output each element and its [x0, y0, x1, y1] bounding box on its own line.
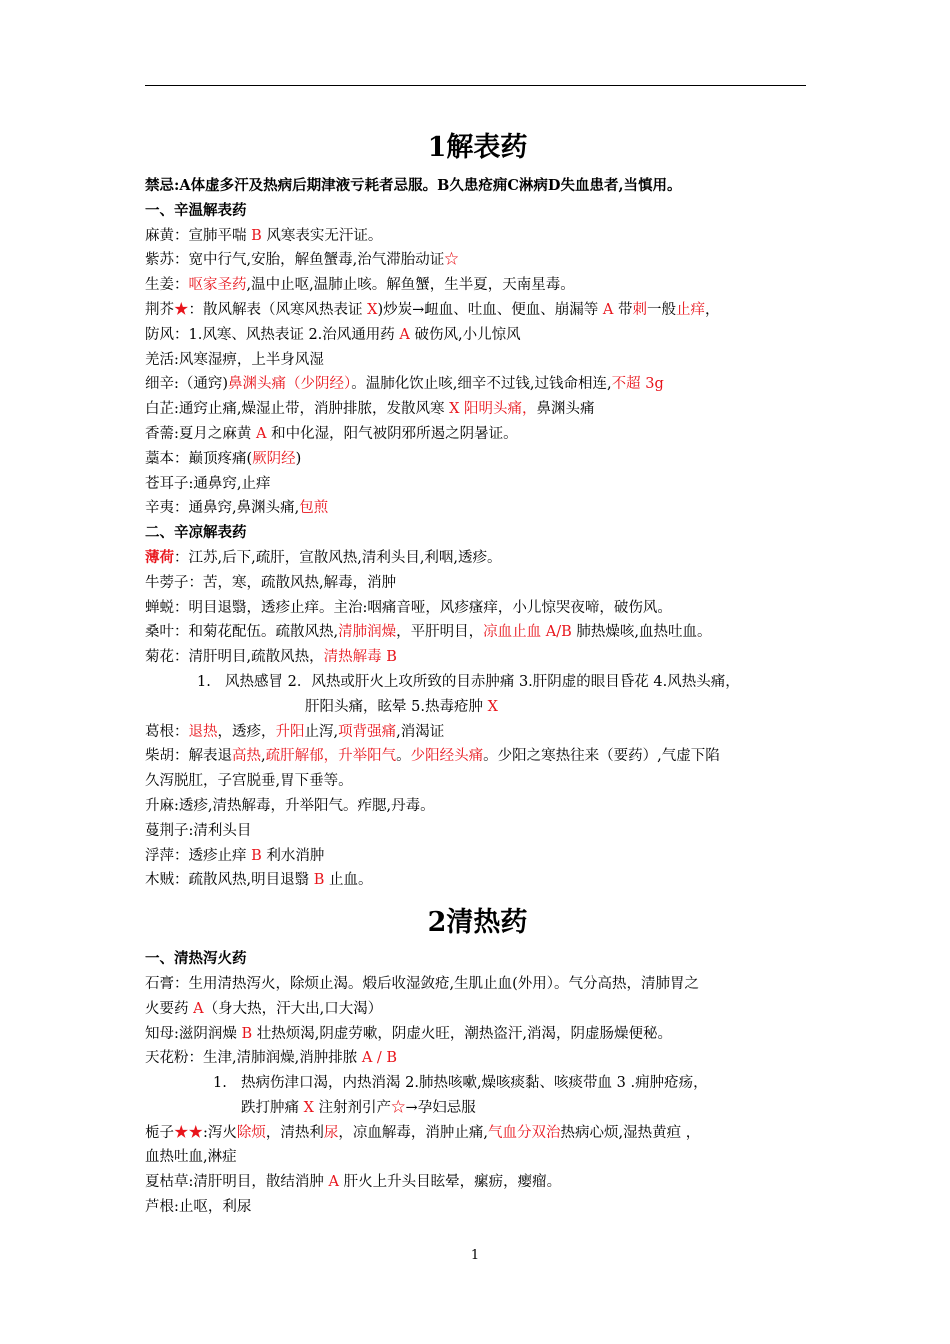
highlight-text: 鼻渊头痛（少阴经） [228, 376, 352, 393]
text-segment: 羌活:风寒湿痹，上半身风湿 [145, 351, 324, 368]
item-number: 1. [197, 673, 211, 690]
numbered-item-continuation [145, 695, 810, 720]
text-segment: 二、辛凉解表药 [145, 524, 247, 542]
text-segment: 木贼：疏散风热,明目退翳 [145, 872, 314, 889]
herb-entry [145, 1046, 810, 1071]
herb-entry [145, 844, 810, 869]
text-segment: 白芷:通窍止痛,燥湿止带，消肿排脓，发散风寒 [145, 401, 450, 418]
herb-entry [145, 1145, 810, 1170]
highlight-text: B [241, 1025, 253, 1042]
text-segment: 破伤风,小儿惊风 [409, 326, 521, 343]
subsection-heading [145, 521, 810, 546]
highlight-text: A / B [361, 1050, 398, 1067]
text-segment: （身大热，汗大出,口大渴） [203, 1000, 383, 1017]
text-segment: 防风：1.风寒、风热表证 2.治风通用药 [145, 326, 400, 343]
herb-entry [145, 819, 810, 844]
text-segment: 浮萍：透疹止痒 [145, 847, 252, 864]
text-segment: 石膏：生用清热泻火，除烦止渴。煅后收湿敛疮,生肌止血(外用）。气分高热，清肺胃之 [145, 975, 700, 992]
highlight-text: A [256, 425, 267, 442]
subsection-heading [145, 199, 810, 224]
text-segment: 久泻脱肛，子宫脱垂,胃下垂等。 [145, 773, 353, 790]
text-segment: :泻火 [203, 1124, 237, 1141]
herb-entry [145, 224, 810, 249]
herb-entry [145, 1022, 810, 1047]
text-segment: 生姜： [145, 277, 189, 294]
herb-entry [145, 794, 810, 819]
highlight-text: B [313, 872, 325, 889]
text-segment: ，清热利 [265, 1124, 324, 1141]
highlight-text: A [328, 1174, 339, 1191]
text-segment: 桑叶：和菊花配伍。疏散风热, [145, 624, 339, 641]
text-segment: 升麻:透疹,清热解毒，升举阳气。痄腮,丹毒。 [145, 797, 435, 814]
highlight-text: 除烦 [236, 1124, 266, 1141]
highlight-text: 刺 [632, 301, 647, 318]
text-segment: 止泻, [304, 723, 339, 740]
text-segment: 荆芥 [145, 301, 174, 318]
page-number: 1 [470, 1248, 480, 1263]
highlight-text: 少阳经头痛 [410, 748, 484, 765]
text-segment: 壮热烦渴,阴虚劳嗽，阴虚火旺，潮热盗汗,消渴，阴虚肠燥便秘。 [252, 1025, 672, 1042]
text-segment: 一、清热泻火药 [145, 950, 247, 968]
herb-entry [145, 422, 810, 447]
subsection-heading [145, 947, 810, 972]
text-segment: 牛蒡子：苦，寒，疏散风热,解毒，消肿 [145, 574, 397, 591]
highlight-text: 清肺润燥 [338, 624, 397, 641]
text-segment: 一、辛温解表药 [145, 201, 247, 219]
header-rule [145, 85, 806, 86]
document-body [145, 128, 810, 1220]
text-segment: 鼻渊头痛 [536, 401, 595, 418]
text-segment: 止血。 [324, 872, 373, 889]
text-segment: 葛根： [145, 723, 189, 740]
text-segment: →孕妇忌服 [405, 1099, 476, 1116]
herb-entry [145, 472, 810, 497]
herb-entry [145, 1195, 810, 1220]
herb-entry [145, 997, 810, 1022]
herb-entry [145, 1121, 810, 1146]
highlight-text: 薄荷 [145, 548, 174, 566]
highlight-text: ☆ [444, 252, 459, 269]
text-segment: 血热吐血,淋症 [145, 1149, 237, 1166]
section-title: 2清热药 [427, 907, 528, 939]
herb-entry [145, 397, 810, 422]
text-segment: 柴胡：解表退 [145, 748, 232, 765]
text-segment: 和中化湿，阳气被阴邪所遏之阴暑证。 [266, 425, 518, 442]
highlight-text: 呕家圣药 [188, 277, 247, 294]
highlight-text: 凉血止血 A/B [483, 624, 572, 641]
text-segment: 苍耳子:通鼻窍,止痒 [145, 475, 271, 492]
highlight-text: ★★ [174, 1124, 203, 1141]
text-segment: 知母:滋阴润燥 [145, 1025, 242, 1042]
highlight-text: B [251, 847, 262, 864]
highlight-text: X [367, 301, 378, 318]
text-segment: 跌打肿痛 [241, 1099, 304, 1116]
section-title: 1解表药 [427, 132, 528, 163]
text-segment: 。少阳之寒热往来（要药）,气虚下陷 [483, 748, 720, 765]
text-segment: ：散风解表（风寒风热表证 [188, 301, 368, 318]
highlight-text: A [602, 301, 614, 318]
herb-entry [145, 596, 810, 621]
herb-entry [145, 273, 810, 298]
herb-entry [145, 868, 810, 893]
text-segment: 天花粉：生津,清肺润燥,消肿排脓 [145, 1050, 362, 1067]
highlight-text: X [303, 1099, 314, 1116]
text-segment: 带 [613, 301, 633, 318]
herb-entry [145, 496, 810, 521]
herb-entry [145, 372, 810, 397]
text-segment: 。 [396, 748, 411, 765]
highlight-text: 不超 3g [611, 376, 664, 393]
highlight-text: A [399, 326, 410, 343]
herb-entry [145, 546, 810, 571]
highlight-text: 阳明头痛， [464, 401, 537, 418]
text-segment: ， [704, 301, 720, 318]
text-segment: 利水消肿 [261, 847, 325, 864]
text-segment: )炒炭→衄血、吐血、便血、崩漏等 [377, 301, 603, 318]
text-segment: 风热感冒 2．风热或肝火上攻所致的目赤肿痛 3.肝阴虚的眼目昏花 4.风热头痛， [225, 673, 740, 690]
text-segment: 香薷:夏月之麻黄 [145, 425, 256, 442]
text-segment: 藁本：巅顶疼痛( [145, 450, 253, 467]
text-segment: ,温中止呕,温肺止咳。解鱼蟹，生半夏，天南星毒。 [246, 277, 575, 294]
text-segment: 火要药 [145, 1000, 194, 1017]
text-segment: ：江苏,后下,疏肝，宣散风热,清利头目,利咽,透疹。 [174, 549, 502, 566]
herb-entry [145, 323, 810, 348]
highlight-text: X [487, 698, 498, 715]
highlight-text: 止痒 [675, 301, 705, 318]
highlight-text: 高热 [232, 748, 261, 765]
text-segment: ，凉血解毒，消肿止痛, [338, 1124, 488, 1141]
highlight-text: 项背强痛 [338, 723, 397, 740]
herb-entry [145, 769, 810, 794]
herb-entry [145, 298, 810, 323]
subsection-heading [145, 174, 810, 199]
text-segment: 菊花：清肝明目,疏散风热， [145, 649, 324, 666]
numbered-item [145, 670, 810, 695]
highlight-text: 升阳 [275, 723, 305, 740]
text-segment: 紫苏：宽中行气,安胎，解鱼蟹毒,治气滞胎动证 [145, 252, 445, 269]
text-segment: 肝火上升头目眩晕，瘰疬，瘿瘤。 [338, 1174, 562, 1191]
highlight-text: ★ [174, 301, 189, 318]
text-segment: 禁忌:A体虚多汗及热病后期津液亏耗者忌服。B久患疮痈C淋病D失血患者,当慎用。 [145, 177, 682, 194]
text-segment: 注射剂引产 [313, 1099, 392, 1116]
highlight-text: 包煎 [299, 500, 329, 517]
text-segment: 芦根:止呕，利尿 [145, 1199, 252, 1216]
herb-entry [145, 571, 810, 596]
herb-entry [145, 348, 810, 373]
text-segment: 细辛:（通窍) [145, 376, 229, 393]
highlight-text: 退热 [188, 723, 218, 740]
highlight-text: 厥阴经 [252, 450, 296, 467]
herb-entry [145, 620, 810, 645]
highlight-text: 疏肝解郁，升举阳气 [265, 748, 397, 765]
text-segment: ，平肝明目， [396, 624, 484, 641]
text-segment: ,消渴证 [396, 723, 445, 740]
text-segment: 热病心烦,湿热黄疸 ， [560, 1124, 701, 1141]
text-segment: 辛夷：通鼻窍,鼻渊头痛, [145, 500, 300, 517]
highlight-text: X [449, 401, 460, 418]
numbered-item-continuation [145, 1096, 810, 1121]
text-segment: 。温肺化饮止咳,细辛不过钱,过钱命相连, [351, 376, 612, 393]
text-segment: 肺热燥咳,血热吐血。 [571, 624, 712, 641]
text-segment: ，透疹， [217, 723, 276, 740]
highlight-text: 尿 [323, 1124, 339, 1141]
text-segment: 一般 [646, 301, 676, 318]
highlight-text: A [193, 1000, 204, 1017]
herb-entry [145, 248, 810, 273]
highlight-text: ☆ [391, 1099, 406, 1116]
text-segment: 风寒表实无汗证。 [261, 227, 383, 244]
highlight-text: 清热解毒 B [323, 649, 397, 666]
herb-entry [145, 744, 810, 769]
text-segment: ) [295, 450, 302, 467]
highlight-text: B [251, 227, 262, 244]
herb-entry [145, 645, 810, 670]
herb-entry [145, 720, 810, 745]
text-segment: 夏枯草:清肝明目，散结消肿 [145, 1174, 329, 1191]
text-segment: 栀子 [145, 1124, 174, 1141]
item-number: 1. [213, 1075, 227, 1092]
text-segment: 蔓荆子:清利头目 [145, 822, 252, 839]
text-segment: 蝉蜕：明目退翳，透疹止痒。主治:咽痛音哑，风疹瘙痒，小儿惊哭夜啼，破伤风。 [145, 599, 672, 616]
text-segment: 肝阳头痛，眩晕 5.热毒疮肿 [305, 698, 488, 715]
text-segment: 麻黄：宣肺平喘 [145, 227, 252, 244]
text-segment: 热病伤津口渴，内热消渴 2.肺热咳嗽,燥咳痰黏、咳痰带血 3 .痈肿疮疡， [241, 1075, 708, 1092]
herb-entry [145, 972, 810, 997]
herb-entry [145, 1170, 810, 1195]
herb-entry [145, 447, 810, 472]
highlight-text: 气血分双治 [488, 1124, 561, 1141]
text-segment: , [261, 748, 266, 765]
numbered-item [145, 1071, 810, 1096]
